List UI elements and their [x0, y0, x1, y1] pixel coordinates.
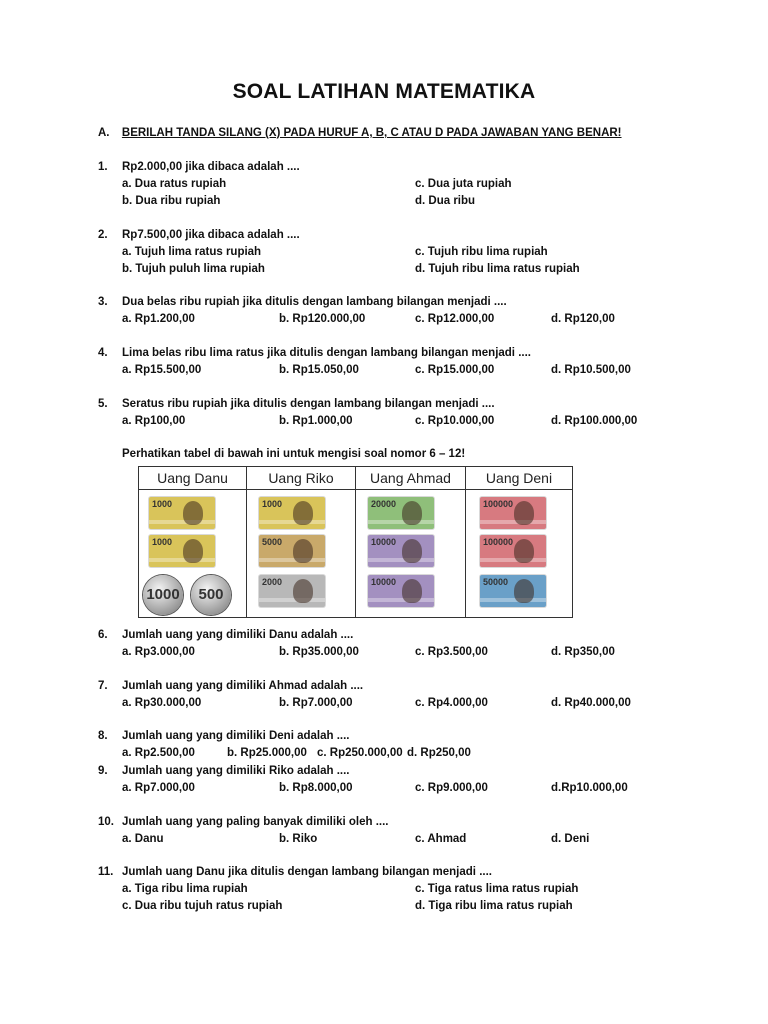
question-9 [98, 764, 350, 778]
banknote-image: 2000 [259, 575, 325, 607]
option-b[interactable]: b. Rp25.000,00 [227, 747, 307, 759]
option-b[interactable]: b. Rp120.000,00 [279, 313, 366, 325]
question-number: 7. [98, 680, 108, 692]
question-number: 9. [98, 765, 108, 777]
money-column-ahmad [356, 467, 466, 617]
money-column-header: Uang Riko [247, 467, 355, 490]
banknote-image: 1000 [149, 535, 215, 567]
question-number: 5. [98, 398, 108, 410]
banknote-image: 10000 [368, 575, 434, 607]
question-text: Rp7.500,00 jika dibaca adalah .... [122, 229, 300, 241]
question-number: 1. [98, 161, 108, 173]
option-a[interactable]: a. Danu [122, 833, 164, 845]
question-number: 11. [98, 866, 114, 878]
option-c[interactable]: c. Dua juta rupiah [415, 178, 512, 190]
section-letter: A. [98, 127, 110, 139]
banknote-image: 10000 [368, 535, 434, 567]
question-text: Lima belas ribu lima ratus jika ditulis dengan lambang bilangan menjadi .... [122, 347, 531, 359]
banknote-image: 1000 [149, 497, 215, 529]
question-text: Jumlah uang yang dimiliki Deni adalah .... [122, 730, 350, 742]
option-c[interactable]: c. Ahmad [415, 833, 467, 845]
money-column-danu [139, 467, 247, 617]
option-a[interactable]: a. Dua ratus rupiah [122, 178, 227, 190]
option-b[interactable]: b. Rp1.000,00 [279, 415, 353, 427]
option-d[interactable]: d. Tujuh ribu lima ratus rupiah [415, 263, 580, 275]
option-a[interactable]: a. Rp7.000,00 [122, 782, 195, 794]
option-c[interactable]: c. Rp4.000,00 [415, 697, 488, 709]
option-d[interactable]: d. Rp350,00 [551, 646, 615, 658]
option-c[interactable]: c. Rp15.000,00 [415, 364, 495, 376]
table-note: Perhatikan tabel di bawah ini untuk mengisi soal nomor 6 – 12! [122, 448, 466, 460]
option-a[interactable]: a. Tiga ribu lima rupiah [122, 883, 248, 895]
option-b[interactable]: b. Dua ribu rupiah [122, 195, 221, 207]
option-b[interactable]: b. Rp35.000,00 [279, 646, 359, 658]
option-a[interactable]: a. Rp100,00 [122, 415, 186, 427]
banknote-image: 5000 [259, 535, 325, 567]
question-7 [98, 679, 364, 693]
option-c[interactable]: c. Rp3.500,00 [415, 646, 488, 658]
question-6 [98, 628, 354, 642]
money-column-deni [466, 467, 572, 617]
question-5 [98, 397, 495, 411]
option-d[interactable]: d. Rp10.500,00 [551, 364, 631, 376]
question-text: Jumlah uang yang dimiliki Danu adalah .... [122, 629, 354, 641]
banknote-image: 100000 [480, 497, 546, 529]
option-c[interactable]: c. Rp10.000,00 [415, 415, 495, 427]
question-text: Seratus ribu rupiah jika ditulis dengan lambang bilangan menjadi .... [122, 398, 495, 410]
option-a[interactable]: a. Tujuh lima ratus rupiah [122, 246, 262, 258]
option-d[interactable]: d. Rp120,00 [551, 313, 615, 325]
option-b[interactable]: b. Rp8.000,00 [279, 782, 353, 794]
question-number: 8. [98, 730, 108, 742]
question-text: Jumlah uang yang dimiliki Ahmad adalah .... [122, 680, 364, 692]
option-d[interactable]: d. Rp40.000,00 [551, 697, 631, 709]
option-c[interactable]: c. Rp250.000,00 [317, 747, 403, 759]
banknote-image: 20000 [368, 497, 434, 529]
option-d[interactable]: d. Deni [551, 833, 590, 845]
option-d[interactable]: d. Tiga ribu lima ratus rupiah [415, 900, 573, 912]
question-number: 2. [98, 229, 108, 241]
question-text: Jumlah uang yang paling banyak dimiliki oleh .... [122, 816, 389, 828]
money-column-header: Uang Ahmad [356, 467, 465, 490]
question-11 [98, 865, 492, 879]
question-number: 4. [98, 347, 108, 359]
question-text: Dua belas ribu rupiah jika ditulis dengan lambang bilangan menjadi .... [122, 296, 507, 308]
option-a[interactable]: a. Rp15.500,00 [122, 364, 202, 376]
question-number: 6. [98, 629, 108, 641]
money-table [138, 466, 573, 618]
option-b[interactable]: c. Dua ribu tujuh ratus rupiah [122, 900, 283, 912]
option-a[interactable]: a. Rp3.000,00 [122, 646, 195, 658]
option-c[interactable]: c. Tujuh ribu lima rupiah [415, 246, 548, 258]
banknote-image: 1000 [259, 497, 325, 529]
option-c[interactable]: c. Rp9.000,00 [415, 782, 488, 794]
money-column-header: Uang Deni [466, 467, 572, 490]
option-b[interactable]: b. Riko [279, 833, 318, 845]
question-number: 3. [98, 296, 108, 308]
option-b[interactable]: b. Rp15.050,00 [279, 364, 359, 376]
question-number: 10. [98, 816, 114, 828]
section-instruction: BERILAH TANDA SILANG (X) PADA HURUF A, B, C ATAU D PADA JAWABAN YANG BENAR! [121, 127, 622, 139]
option-d[interactable]: d.Rp10.000,00 [551, 782, 628, 794]
question-text: Jumlah uang yang dimiliki Riko adalah .... [122, 765, 350, 777]
money-column-header: Uang Danu [139, 467, 246, 490]
question-text: Rp2.000,00 jika dibaca adalah .... [122, 161, 300, 173]
option-a[interactable]: a. Rp1.200,00 [122, 313, 195, 325]
question-text: Jumlah uang Danu jika ditulis dengan lambang bilangan menjadi .... [122, 866, 492, 878]
question-4 [98, 346, 531, 360]
section-heading [98, 126, 622, 140]
option-d[interactable]: d. Dua ribu [415, 195, 476, 207]
question-10 [98, 815, 389, 829]
option-a[interactable]: a. Rp2.500,00 [122, 747, 195, 759]
option-c[interactable]: c. Rp12.000,00 [415, 313, 495, 325]
option-b[interactable]: b. Tujuh puluh lima rupiah [122, 263, 265, 275]
option-c[interactable]: c. Tiga ratus lima ratus rupiah [415, 883, 579, 895]
page-title: SOAL LATIHAN MATEMATIKA [232, 80, 536, 103]
coin-image: 500 [191, 575, 231, 615]
option-a[interactable]: a. Rp30.000,00 [122, 697, 202, 709]
money-column-riko [247, 467, 356, 617]
banknote-image: 100000 [480, 535, 546, 567]
option-d[interactable]: d. Rp100.000,00 [551, 415, 638, 427]
question-8 [98, 729, 350, 743]
coin-image: 1000 [143, 575, 183, 615]
option-d[interactable]: d. Rp250,00 [407, 747, 471, 759]
banknote-image: 50000 [480, 575, 546, 607]
option-b[interactable]: b. Rp7.000,00 [279, 697, 353, 709]
question-1 [98, 160, 300, 174]
question-3 [98, 295, 507, 309]
question-2 [98, 228, 300, 242]
